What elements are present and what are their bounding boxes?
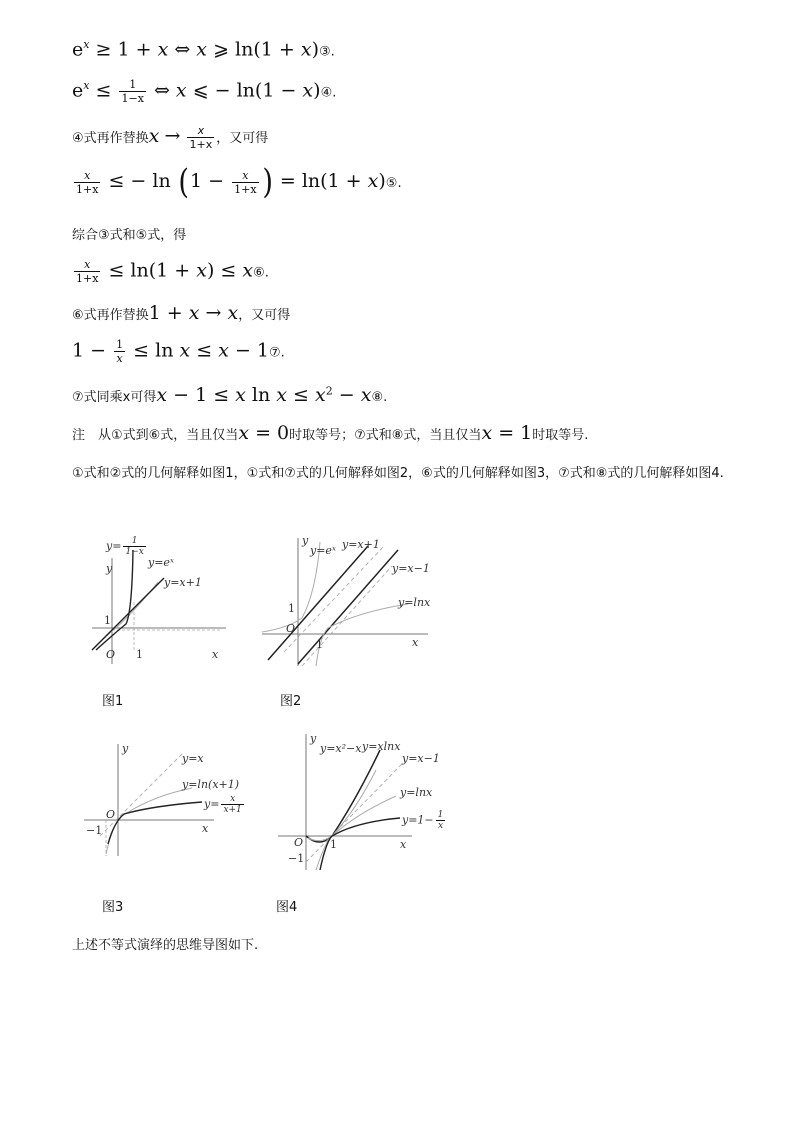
equation-5: $\frac{x}{1+x}$ ≤ − ln (1 − $\frac{x}{1+x}$ ) = ln(1 + x)⑤. [76, 162, 402, 202]
equation-4: $e^x$ ≤ $\frac{1}{1-x}$ ⇔ x ⩽ − ln(1 − x)④. [72, 78, 337, 105]
equation-7: 1 − $\frac{1}{x}$ ≤ ln x ≤ x − 1⑦. [72, 338, 285, 365]
fig2-dashed-1 [284, 546, 384, 652]
equation-6: $\frac{x}{1+x}$ ≤ ln(1 + x) ≤ x⑥. [76, 258, 269, 285]
geometric-explanation-paragraph: ①式和②式的几何解释如图1，①式和⑦式的几何解释如图2，⑥式的几何解释如图3，⑦式和⑧式的几何解释如图4. [72, 466, 724, 481]
fig3-line-x [100, 754, 182, 836]
figure-3-caption: 图3 [102, 900, 124, 915]
note-line: 注 从①式到⑥式，当且仅当x = 0时取等号；⑦式和⑧式，当且仅当x = 1时取等号. [72, 422, 589, 444]
footer-line: 上述不等式演绎的思维导图如下. [72, 938, 259, 953]
figure-1: y x O 1 1 y= $\frac{1}{1-x}$ y=eˣ y=x+1 图1 [86, 532, 236, 672]
figure-1-caption: 图1 [102, 694, 124, 709]
figure-4-caption: 图4 [276, 900, 298, 915]
figure-4: y x O 1 −1 y=x²−x y=xlnx y=x−1 y=lnx y=1− $\frac{1}{x}$ 图4 [276, 730, 466, 870]
fig2-line-xm1 [298, 550, 398, 664]
substitution-line-1: ④式再作替换x → $\frac{x}{1+x}$ ，又可得 [72, 124, 269, 151]
substitution-line-2: ⑥式再作替换1 + x → x，又可得 [72, 302, 291, 324]
fig3-curve-ln [106, 788, 192, 854]
figure-2-caption: 图2 [280, 694, 302, 709]
combine-line: 综合③式和⑤式，得 [72, 228, 187, 243]
equation-3: $e^x \ge 1 + x$ ⇔ x ⩾ ln(1 + x)③. [72, 38, 335, 61]
fig3-curve-frac [108, 802, 202, 844]
fig1-line-x1 [92, 578, 164, 650]
fig4-curve-x2mx [306, 750, 380, 842]
figure-3: y x O −1 y=x y=ln(x+1) y= $\frac{x}{x+1}$ 图3 [82, 740, 252, 864]
fig4-curve-lnx [316, 796, 396, 870]
fig2-curve-lnx [316, 604, 408, 666]
figure-2: y x O 1 1 y=eˣ y=x+1 y=x−1 y=lnx 图2 [258, 532, 438, 672]
multiply-line: ⑦式同乘x可得x − 1 ≤ x $\ln x \le x^2$ − x⑧. [72, 384, 388, 406]
fig1-curve-recip [96, 550, 133, 650]
fig2-dashed-2 [302, 566, 392, 666]
fig4-line-xm1 [306, 764, 402, 862]
fig4-curve-xlnx [308, 770, 376, 841]
